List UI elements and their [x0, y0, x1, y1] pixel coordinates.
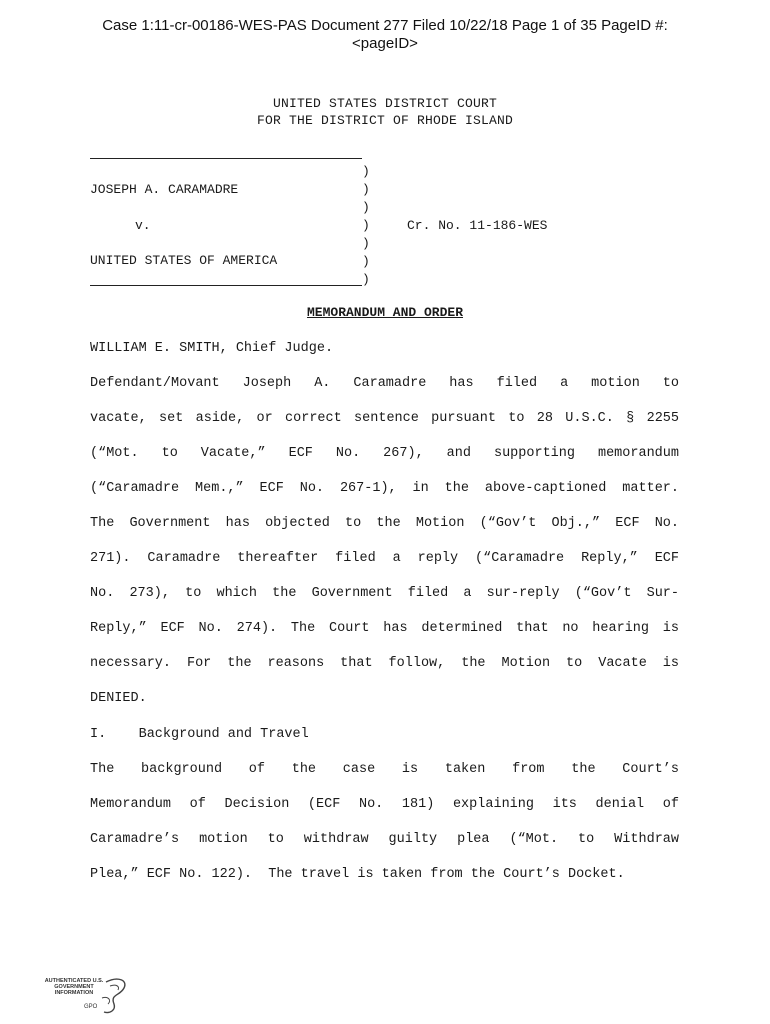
caption-paren: ): [362, 272, 370, 287]
paragraph-line: Defendant/Movant Joseph A. Caramadre has filed a motion to: [90, 376, 679, 391]
gpo-authentication-seal: [44, 974, 134, 1018]
header-pageid-line: <pageID>: [352, 35, 418, 52]
paragraph-line: Plea,” ECF No. 122). The travel is taken from the Court’s Docket.: [90, 867, 625, 882]
section-heading: I. Background and Travel: [90, 727, 309, 742]
paragraph-line: Reply,” ECF No. 274). The Court has determined that no hearing is: [90, 621, 679, 636]
eagle-icon: [44, 974, 134, 1018]
caption-top-rule: [90, 158, 362, 159]
paragraph-line: DENIED.: [90, 691, 147, 706]
paragraph-line: necessary. For the reasons that follow, the Motion to Vacate is: [90, 656, 679, 671]
paragraph-line: No. 273), to which the Government filed a sur-reply (“Gov’t Sur-: [90, 586, 679, 601]
caption-paren: ): [362, 218, 370, 233]
paragraph-line: vacate, set aside, or correct sentence pursuant to 28 U.S.C. § 2255: [90, 411, 679, 426]
paragraph-line: The Government has objected to the Motion (“Gov’t Obj.,” ECF No.: [90, 516, 679, 531]
caption-paren: ): [362, 182, 370, 197]
header-case-line: Case 1:11-cr-00186-WES-PAS Document 277 Filed 10/22/18 Page 1 of 35 PageID #:: [102, 17, 668, 34]
paragraph-line: (“Mot. to Vacate,” ECF No. 267), and supporting memorandum: [90, 446, 679, 461]
court-name: [0, 95, 770, 129]
document-title: MEMORANDUM AND ORDER: [306, 305, 464, 320]
paragraph-line: Memorandum of Decision (ECF No. 181) explaining its denial of: [90, 797, 679, 812]
caption-paren: ): [362, 254, 370, 269]
page-header: [0, 17, 770, 53]
caption-paren: ): [362, 236, 370, 251]
caption-paren: ): [362, 200, 370, 215]
caption-plaintiff: JOSEPH A. CARAMADRE: [90, 182, 239, 197]
caption-bottom-rule: [90, 285, 362, 286]
caption-defendant: UNITED STATES OF AMERICA: [90, 253, 278, 268]
paragraph-line: Caramadre’s motion to withdraw guilty plea (“Mot. to Withdraw: [90, 832, 679, 847]
court-line-1: UNITED STATES DISTRICT COURT: [272, 96, 498, 111]
judge-line: WILLIAM E. SMITH, Chief Judge.: [90, 341, 334, 356]
gpo-seal-text: AUTHENTICATED U.S. GOVERNMENT INFORMATION: [44, 978, 104, 996]
court-line-2: FOR THE DISTRICT OF RHODE ISLAND: [256, 113, 514, 128]
paragraph-line: 271). Caramadre thereafter filed a reply (“Caramadre Reply,” ECF: [90, 551, 679, 566]
case-number: Cr. No. 11-186-WES: [407, 218, 548, 233]
gpo-mark: GPO: [84, 1004, 98, 1010]
caption-paren: ): [362, 164, 370, 179]
paragraph-line: The background of the case is taken from the Court’s: [90, 762, 679, 777]
paragraph-line: (“Caramadre Mem.,” ECF No. 267-1), in the above-captioned matter.: [90, 481, 679, 496]
caption-versus: v.: [135, 218, 151, 233]
